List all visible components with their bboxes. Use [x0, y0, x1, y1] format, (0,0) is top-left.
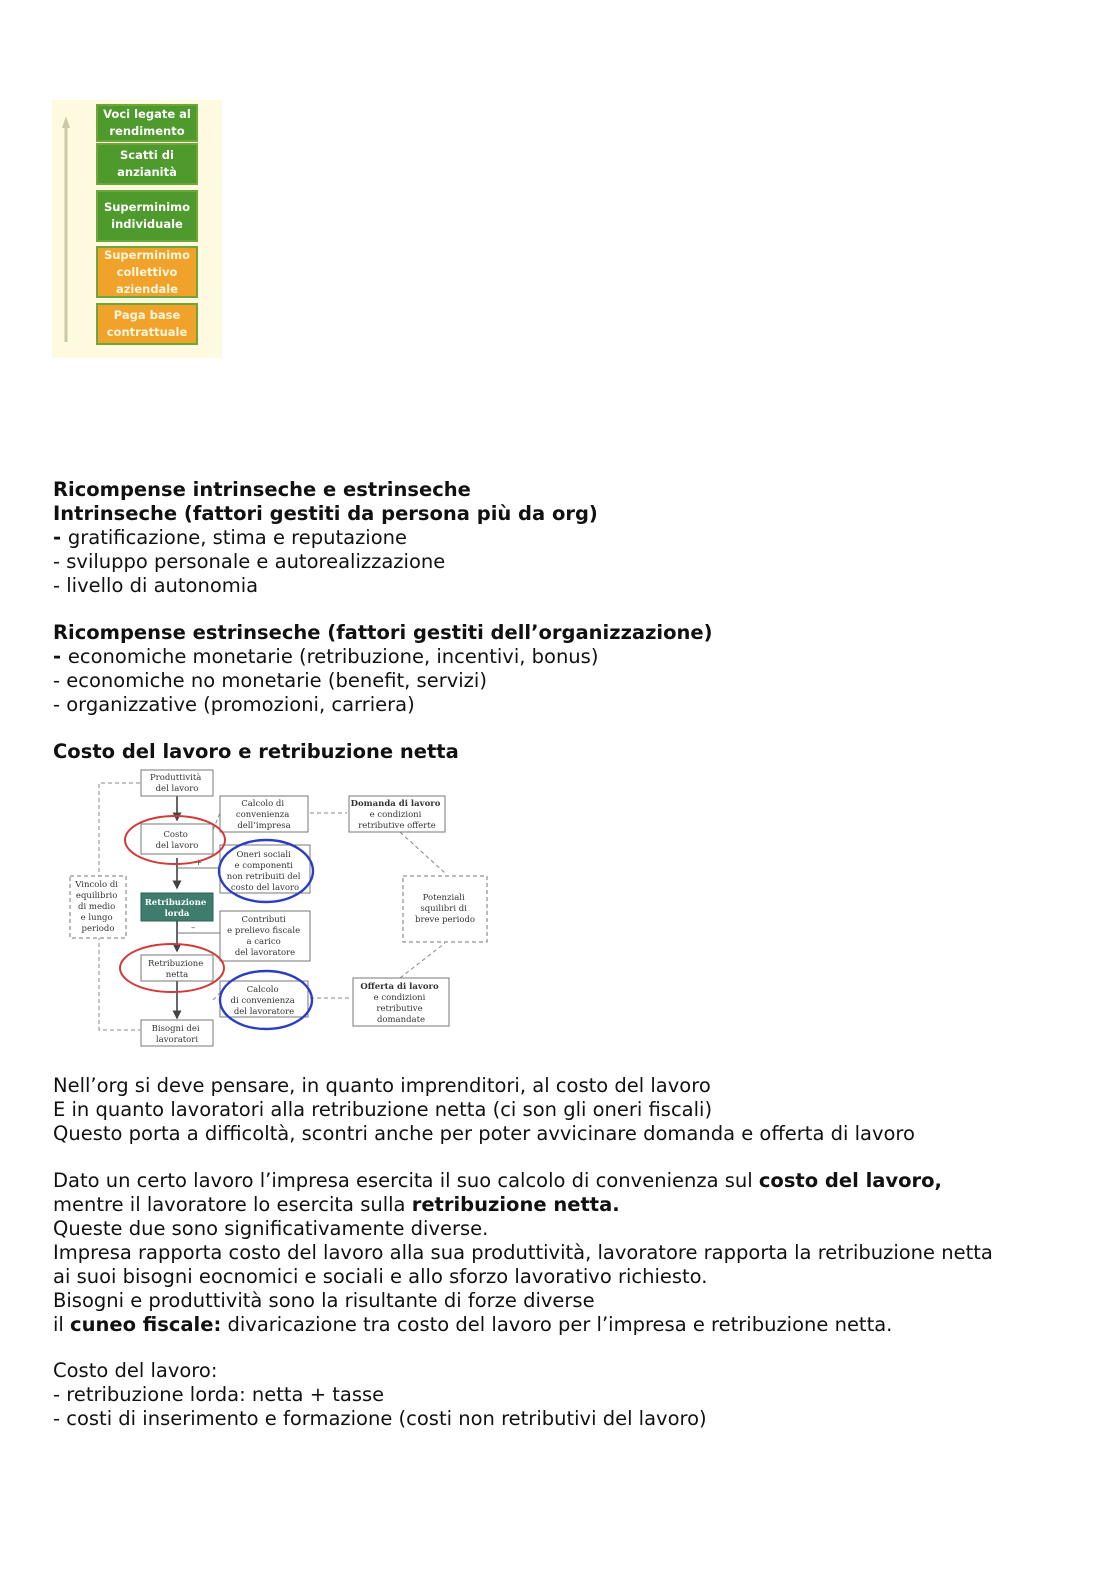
node-costo-lavoro: Costo del lavoro — [155, 830, 199, 851]
text-line: Nell’org si deve pensare, in quanto imprenditori, al costo del lavoro — [53, 1074, 711, 1097]
node-produttivita: Produttività del lavoro — [149, 773, 202, 794]
node-calcolo-impresa: Calcolo di convenienza dell’impresa — [235, 799, 291, 831]
list-item: - gratificazione, stima e reputazione — [53, 526, 408, 549]
pay-item-superminimo-collettivo: Superminimo collettivo aziendale — [96, 246, 198, 298]
plus-sign: + — [195, 858, 203, 868]
text-line: E in quanto lavoratori alla retribuzione netta (ci son gli oneri fiscali) — [53, 1098, 713, 1121]
list-item: - economiche monetarie (retribuzione, incentivi, bonus) — [53, 645, 599, 668]
node-oneri: Oneri sociali e componenti non retribuiti del costo del lavoro — [226, 850, 301, 893]
node-potenziali: Potenziali squilibri di breve periodo — [415, 893, 475, 925]
list-item: - retribuzione lorda: netta + tasse — [53, 1383, 385, 1406]
text-line: ai suoi bisogni eocnomici e sociali e allo sforzo lavorativo richiesto. — [53, 1265, 708, 1288]
node-calcolo-lavoratore: Calcolo di convenienza del lavoratore — [230, 985, 295, 1017]
list-item: - costi di inserimento e formazione (costi non retributivi del lavoro) — [53, 1407, 707, 1430]
node-domanda: Domanda di lavoro e condizioni retributive offerte — [350, 799, 441, 831]
section3-title: Costo del lavoro e retribuzione netta — [53, 740, 459, 763]
section1-subtitle: Intrinseche (fattori gestiti da persona più da org) — [53, 502, 598, 525]
section1-title: Ricompense intrinseche e estrinseche — [53, 478, 471, 501]
text-line: Questo porta a difficoltà, scontri anche per poter avvicinare domanda e offerta di lavoro — [53, 1122, 915, 1145]
list-item: - economiche no monetarie (benefit, servizi) — [53, 669, 487, 692]
pay-item-rendimento: Voci legate al rendimento — [96, 104, 198, 142]
text-line: Dato un certo lavoro l’impresa esercita il suo calcolo di convenienza sul costo del lavoro, — [53, 1169, 942, 1192]
text-line: Bisogni e produttività sono la risultante di forze diverse — [53, 1289, 595, 1312]
minus-sign: – — [191, 923, 196, 933]
section-estrinseche — [53, 621, 713, 717]
text-line: Queste due sono significativamente diverse. — [53, 1217, 489, 1240]
paragraph-costo-lavoro — [53, 1359, 707, 1431]
pay-item-paga-base: Paga base contrattuale — [96, 303, 198, 345]
paragraph-convenienza — [53, 1169, 993, 1337]
pay-structure-figure — [52, 100, 222, 358]
section-costo-lavoro — [53, 740, 459, 764]
up-arrow-icon — [62, 116, 70, 342]
section-intrinseche — [53, 478, 598, 598]
list-item: - livello di autonomia — [53, 574, 259, 597]
pay-item-superminimo-individuale: Superminimo individuale — [96, 190, 198, 242]
list-item: - organizzative (promozioni, carriera) — [53, 693, 415, 716]
section2-title: Ricompense estrinseche (fattori gestiti dell’organizzazione) — [53, 621, 713, 644]
node-retribuzione-netta: Retribuzione netta — [147, 959, 204, 980]
node-contributi: Contributi e prelievo fiscale a carico del lavoratore — [227, 915, 301, 958]
text-line: Impresa rapporta costo del lavoro alla sua produttività, lavoratore rapporta la retribuzione netta — [53, 1241, 993, 1264]
text-line: mentre il lavoratore lo esercita sulla retribuzione netta. — [53, 1193, 620, 1216]
node-vincolo: Vincolo di equilibrio di medio e lungo periodo — [75, 880, 119, 934]
text-line: il cuneo fiscale: divaricazione tra costo del lavoro per l’impresa e retribuzione netta. — [53, 1313, 893, 1336]
pay-item-anzianita: Scatti di anzianità — [96, 143, 198, 185]
node-bisogni: Bisogni dei lavoratori — [151, 1024, 200, 1045]
paragraph-org — [53, 1074, 915, 1146]
node-offerta: Offerta di lavoro e condizioni retributive domandate — [360, 982, 439, 1025]
labor-cost-diagram — [55, 768, 495, 1052]
list-item: - sviluppo personale e autorealizzazione — [53, 550, 446, 573]
node-retribuzione-lorda: Retribuzione lorda — [144, 898, 207, 919]
text-line: Costo del lavoro: — [53, 1359, 218, 1382]
